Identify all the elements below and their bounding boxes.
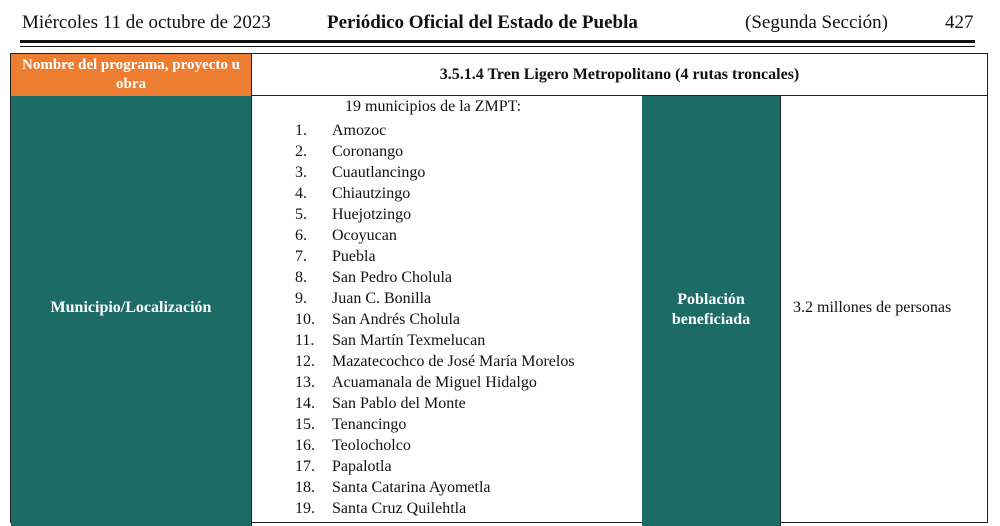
list-item-name: Huejotzingo: [332, 206, 412, 223]
list-item: [295, 162, 575, 183]
list-item-number: 11.: [295, 332, 315, 349]
list-item-number: 2.: [295, 143, 307, 160]
list-item: [295, 267, 575, 288]
list-item: [295, 456, 575, 477]
list-item-name: San Pedro Cholula: [332, 269, 452, 286]
population-label: Población beneficiada: [671, 291, 751, 328]
list-item-number: 7.: [295, 248, 307, 265]
list-item-name: Acuamanala de Miguel Hidalgo: [332, 374, 537, 391]
list-item-number: 16.: [295, 437, 315, 454]
list-item-name: Puebla: [332, 248, 376, 265]
list-item: [295, 288, 575, 309]
header-rule-thick: [20, 40, 975, 43]
list-item-name: Teolocholco: [332, 437, 411, 454]
page-header: [20, 8, 980, 38]
program-table: [10, 53, 988, 523]
list-item: [295, 204, 575, 225]
list-item-name: Juan C. Bonilla: [332, 290, 432, 307]
list-item: [295, 498, 575, 519]
list-item: [295, 309, 575, 330]
population-label-cell: [642, 96, 780, 526]
program-name-value: 3.5.1.4 Tren Ligero Metropolitano (4 rutas troncales): [251, 54, 987, 96]
list-item-number: 9.: [295, 290, 307, 307]
list-item: [295, 246, 575, 267]
list-item: [295, 414, 575, 435]
list-item-number: 19.: [295, 500, 315, 517]
list-item-name: Santa Catarina Ayometla: [332, 479, 491, 496]
list-item-number: 12.: [295, 353, 315, 370]
list-item: [295, 435, 575, 456]
list-item-number: 14.: [295, 395, 315, 412]
list-item-name: Ocoyucan: [332, 227, 397, 244]
list-item-number: 6.: [295, 227, 307, 244]
list-item-number: 3.: [295, 164, 307, 181]
list-item: [295, 393, 575, 414]
list-item-name: Santa Cruz Quilehtla: [332, 500, 467, 517]
list-item-name: Coronango: [332, 143, 404, 160]
list-item-name: Tenancingo: [332, 416, 407, 433]
list-item-name: Cuautlancingo: [332, 164, 426, 181]
location-label: Municipio/Localización: [50, 299, 212, 316]
location-value-cell: [251, 96, 642, 526]
header-rule-thin: [20, 46, 975, 47]
list-item-number: 18.: [295, 479, 315, 496]
list-item-number: 5.: [295, 206, 307, 223]
list-item-name: Papalotla: [332, 458, 392, 475]
list-item-name: Chiautzingo: [332, 185, 411, 202]
municipality-list: [295, 120, 575, 519]
program-name-label: Nombre del programa, proyecto u obra: [11, 54, 251, 96]
header-page-number: 427: [945, 12, 974, 33]
list-item: [295, 477, 575, 498]
population-value-cell: [780, 96, 987, 526]
list-item: [295, 120, 575, 141]
list-item: [295, 183, 575, 204]
list-item-name: San Martín Texmelucan: [332, 332, 486, 349]
list-item-number: 17.: [295, 458, 315, 475]
list-item-name: San Pablo del Monte: [332, 395, 466, 412]
list-item: [295, 141, 575, 162]
list-item-name: Mazatecochco de José María Morelos: [332, 353, 575, 370]
list-item: [295, 330, 575, 351]
location-label-cell: [11, 96, 251, 526]
list-item-number: 4.: [295, 185, 307, 202]
list-item-name: San Andrés Cholula: [332, 311, 460, 328]
location-intro: 19 municipios de la ZMPT:: [345, 98, 522, 115]
list-item-number: 13.: [295, 374, 315, 391]
header-title: Periódico Oficial del Estado de Puebla: [327, 12, 638, 33]
list-item-number: 15.: [295, 416, 315, 433]
list-item-number: 10.: [295, 311, 315, 328]
list-item: [295, 351, 575, 372]
list-item: [295, 225, 575, 246]
header-date: Miércoles 11 de octubre de 2023: [22, 12, 271, 33]
list-item-number: 8.: [295, 269, 307, 286]
list-item-name: Amozoc: [332, 122, 387, 139]
header-section: (Segunda Sección): [745, 12, 888, 33]
population-value: 3.2 millones de personas: [793, 299, 952, 316]
list-item-number: 1.: [295, 122, 307, 139]
list-item: [295, 372, 575, 393]
